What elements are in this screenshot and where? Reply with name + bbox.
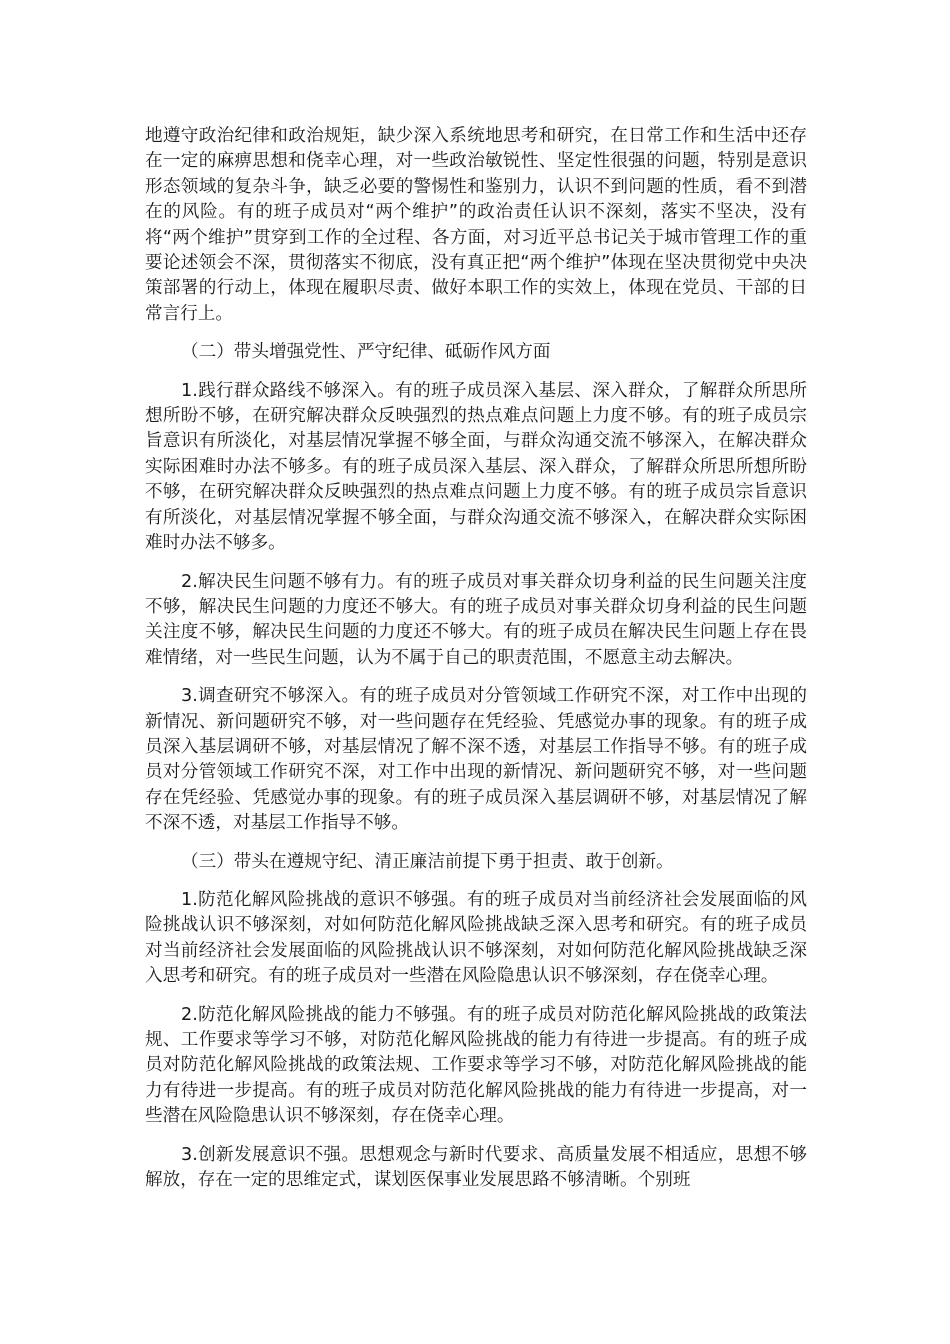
paragraph-3-2: 2.防范化解风险挑战的能力不够强。有的班子成员对防范化解风险挑战的政策法规、工作要求等学习不够，对防范化解风险挑战的能力有待进一步提高。有的班子成员对防范化解风险挑战的政策法规、工作要求等学习不够，对防范化解风险挑战的能力有待进一步提高。有的班子成员对防范化解风险挑战的能力有待进一步提高，对一些潜在风险隐患认识不够深刻，存在侥幸心理。 bbox=[145, 1004, 807, 1127]
paragraph-3-1: 1.防范化解风险挑战的意识不够强。有的班子成员对当前经济社会发展面临的风险挑战认识不够深刻，对如何防范化解风险挑战缺乏深入思考和研究。有的班子成员对当前经济社会发展面临的风险挑战认识不够深刻，对如何防范化解风险挑战缺乏深入思考和研究。有的班子成员对一些潜在风险隐患认识不够深刻，存在侥幸心理。 bbox=[145, 889, 807, 987]
document-page bbox=[145, 124, 807, 1206]
section-heading-three: （三）带头在遵规守纪、清正廉洁前提下勇于担责、敢于创新。 bbox=[181, 851, 674, 872]
paragraph-continuation: 地遵守政治纪律和政治规矩，缺少深入系统地思考和研究，在日常工作和生活中还存在一定的麻痹思想和侥幸心理，对一些政治敏锐性、坚定性很强的问题，特别是意识形态领域的复杂斗争，缺乏必要的警惕性和鉴别力，认识不到问题的性质，看不到潜在的风险。有的班子成员对“两个维护”的政治责任认识不深刻，落实不坚决，没有将“两个维护”贯穿到工作的全过程、各方面，对习近平总书记关于城市管理工作的重要论述领会不深，贯彻落实不彻底，没有真正把“两个维护”体现在坚决贯彻党中央决策部署的行动上，体现在履职尽责、做好本职工作的实效上，体现在党员、干部的日常言行上。 bbox=[145, 126, 807, 324]
section-heading-two: （二）带头增强党性、严守纪律、砥砺作风方面 bbox=[181, 342, 551, 363]
paragraph-2-1: 1.践行群众路线不够深入。有的班子成员深入基层、深入群众，了解群众所思所想所盼不够，在研究解决群众反映强烈的热点难点问题上力度不够。有的班子成员宗旨意识有所淡化，对基层情况掌握不够全面，与群众沟通交流不够深入，在解决群众实际困难时办法不够多。有的班子成员深入基层、深入群众，了解群众所思所想所盼不够，在研究解决群众反映强烈的热点难点问题上力度不够。有的班子成员宗旨意识有所淡化，对基层情况掌握不够全面，与群众沟通交流不够深入，在解决群众实际困难时办法不够多。 bbox=[145, 380, 807, 554]
paragraph-3-3: 3.创新发展意识不强。思想观念与新时代要求、高质量发展不相适应，思想不够解放，存在一定的思维定式，谋划医保事业发展思路不够清晰。个别班 bbox=[145, 1144, 807, 1191]
paragraph-2-3: 3.调查研究不够深入。有的班子成员对分管领域工作研究不深，对工作中出现的新情况、新问题研究不够，对一些问题存在凭经验、凭感觉办事的现象。有的班子成员深入基层调研不够，对基层情况了解不深不透，对基层工作指导不够。有的班子成员对分管领域工作研究不深，对工作中出现的新情况、新问题研究不够，对一些问题存在凭经验、凭感觉办事的现象。有的班子成员深入基层调研不够，对基层情况了解不深不透，对基层工作指导不够。 bbox=[145, 686, 807, 834]
paragraph-2-2: 2.解决民生问题不够有力。有的班子成员对事关群众切身利益的民生问题关注度不够，解决民生问题的力度还不够大。有的班子成员对事关群众切身利益的民生问题关注度不够，解决民生问题的力度还不够大。有的班子成员在解决民生问题上存在畏难情绪，对一些民生问题，认为不属于自己的职责范围，不愿意主动去解决。 bbox=[145, 571, 807, 668]
